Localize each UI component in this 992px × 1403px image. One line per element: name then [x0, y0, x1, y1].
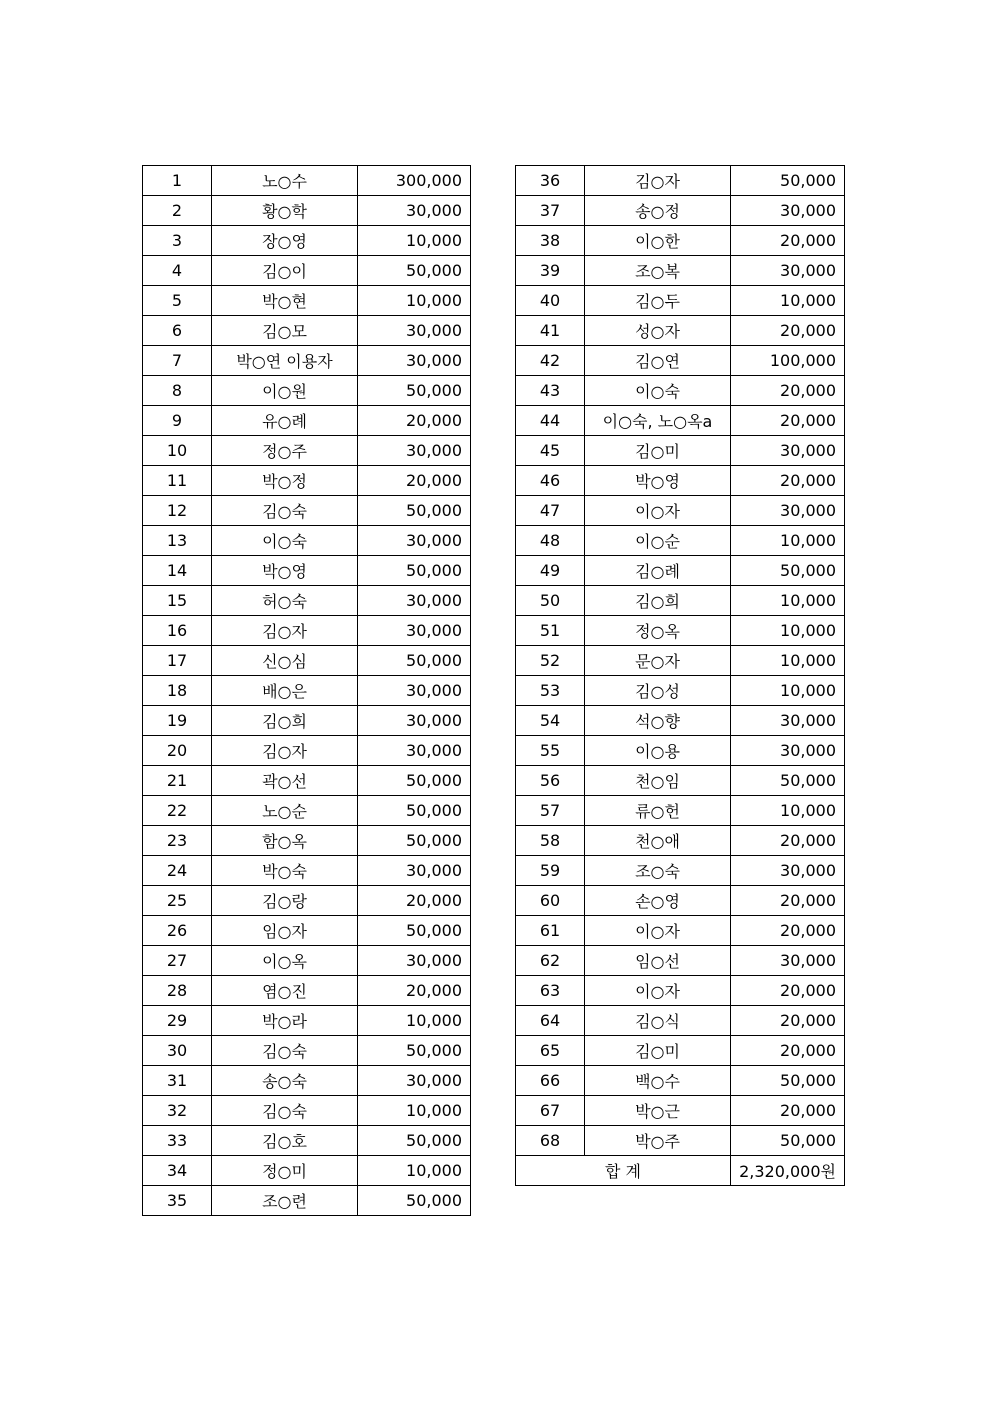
- row-number: 45: [516, 436, 585, 466]
- row-number: 27: [143, 946, 212, 976]
- row-number: 26: [143, 916, 212, 946]
- table-row: [516, 466, 845, 496]
- row-number: 19: [143, 706, 212, 736]
- donation-table-right: [515, 165, 845, 1186]
- donor-name: 김○자: [212, 736, 358, 766]
- table-row: [516, 646, 845, 676]
- donor-name: 김○례: [585, 556, 731, 586]
- donor-name: 박○근: [585, 1096, 731, 1126]
- row-number: 25: [143, 886, 212, 916]
- table-row: [143, 406, 471, 436]
- donation-amount: 10,000: [731, 646, 845, 676]
- row-number: 5: [143, 286, 212, 316]
- donation-amount: 10,000: [731, 676, 845, 706]
- donation-amount: 10,000: [731, 286, 845, 316]
- row-number: 36: [516, 166, 585, 196]
- donor-name: 장○영: [212, 226, 358, 256]
- donor-name: 염○진: [212, 976, 358, 1006]
- table-row: [516, 286, 845, 316]
- donor-name: 이○숙: [212, 526, 358, 556]
- donor-name: 김○두: [585, 286, 731, 316]
- row-number: 65: [516, 1036, 585, 1066]
- row-number: 55: [516, 736, 585, 766]
- donor-name: 김○자: [585, 166, 731, 196]
- row-number: 2: [143, 196, 212, 226]
- table-row: [143, 316, 471, 346]
- donation-amount: 20,000: [731, 826, 845, 856]
- row-number: 32: [143, 1096, 212, 1126]
- donor-name: 김○희: [212, 706, 358, 736]
- donor-name: 정○주: [212, 436, 358, 466]
- table-row: [516, 376, 845, 406]
- table-row: [143, 226, 471, 256]
- donation-amount: 30,000: [358, 526, 471, 556]
- donor-name: 이○숙, 노○옥a: [585, 406, 731, 436]
- table-row: [516, 766, 845, 796]
- row-number: 57: [516, 796, 585, 826]
- row-number: 4: [143, 256, 212, 286]
- donor-name: 김○이: [212, 256, 358, 286]
- row-number: 18: [143, 676, 212, 706]
- donation-amount: 10,000: [731, 796, 845, 826]
- donor-name: 박○숙: [212, 856, 358, 886]
- donation-amount: 20,000: [358, 886, 471, 916]
- table-row: [143, 166, 471, 196]
- row-number: 29: [143, 1006, 212, 1036]
- donation-amount: 20,000: [731, 886, 845, 916]
- table-row: [516, 166, 845, 196]
- table-row: [516, 826, 845, 856]
- table-row: [516, 796, 845, 826]
- donation-amount: 30,000: [358, 436, 471, 466]
- row-number: 21: [143, 766, 212, 796]
- row-number: 9: [143, 406, 212, 436]
- total-amount: 2,320,000원: [731, 1156, 845, 1186]
- donor-name: 신○심: [212, 646, 358, 676]
- table-row: [516, 316, 845, 346]
- donor-name: 김○미: [585, 1036, 731, 1066]
- donor-name: 백○수: [585, 1066, 731, 1096]
- table-row: [516, 1126, 845, 1156]
- table-row: [516, 676, 845, 706]
- row-number: 33: [143, 1126, 212, 1156]
- donation-amount: 100,000: [731, 346, 845, 376]
- row-number: 51: [516, 616, 585, 646]
- row-number: 31: [143, 1066, 212, 1096]
- donation-amount: 50,000: [358, 256, 471, 286]
- table-row: [516, 946, 845, 976]
- donor-name: 김○성: [585, 676, 731, 706]
- table-row: [143, 286, 471, 316]
- table-row: [143, 466, 471, 496]
- table-row: [143, 346, 471, 376]
- donor-name: 황○학: [212, 196, 358, 226]
- donation-amount: 30,000: [358, 616, 471, 646]
- row-number: 50: [516, 586, 585, 616]
- donor-name: 노○순: [212, 796, 358, 826]
- table-row: [143, 1036, 471, 1066]
- donation-amount: 30,000: [731, 736, 845, 766]
- donation-amount: 20,000: [731, 406, 845, 436]
- row-number: 60: [516, 886, 585, 916]
- donation-amount: 10,000: [358, 286, 471, 316]
- row-number: 47: [516, 496, 585, 526]
- table-row: [143, 1096, 471, 1126]
- row-number: 20: [143, 736, 212, 766]
- table-row: [516, 526, 845, 556]
- row-number: 48: [516, 526, 585, 556]
- donor-name: 조○복: [585, 256, 731, 286]
- donation-amount: 50,000: [358, 1036, 471, 1066]
- donation-amount: 30,000: [358, 946, 471, 976]
- donor-name: 김○숙: [212, 1096, 358, 1126]
- donor-name: 박○정: [212, 466, 358, 496]
- donation-amount: 300,000: [358, 166, 471, 196]
- table-row: [143, 1156, 471, 1186]
- donation-amount: 10,000: [358, 1156, 471, 1186]
- table-row: [143, 736, 471, 766]
- table-row: [143, 376, 471, 406]
- row-number: 1: [143, 166, 212, 196]
- row-number: 35: [143, 1186, 212, 1216]
- donor-name: 이○자: [585, 496, 731, 526]
- donation-amount: 50,000: [731, 556, 845, 586]
- donation-amount: 20,000: [731, 316, 845, 346]
- row-number: 6: [143, 316, 212, 346]
- donation-amount: 30,000: [358, 346, 471, 376]
- table-row: [143, 1006, 471, 1036]
- table-row: [143, 1126, 471, 1156]
- row-number: 34: [143, 1156, 212, 1186]
- donation-amount: 30,000: [358, 736, 471, 766]
- donor-name: 임○선: [585, 946, 731, 976]
- total-label: 합 계: [516, 1156, 731, 1186]
- row-number: 39: [516, 256, 585, 286]
- donor-name: 박○영: [585, 466, 731, 496]
- donor-name: 정○미: [212, 1156, 358, 1186]
- donation-amount: 20,000: [731, 226, 845, 256]
- donation-amount: 30,000: [358, 196, 471, 226]
- row-number: 37: [516, 196, 585, 226]
- table-row: [516, 736, 845, 766]
- donor-name: 임○자: [212, 916, 358, 946]
- table-row: [516, 1036, 845, 1066]
- table-row: [516, 1066, 845, 1096]
- donor-name: 배○은: [212, 676, 358, 706]
- table-row: [516, 616, 845, 646]
- donation-amount: 20,000: [731, 376, 845, 406]
- donation-amount: 50,000: [358, 556, 471, 586]
- row-number: 16: [143, 616, 212, 646]
- donor-name: 박○영: [212, 556, 358, 586]
- donor-name: 이○용: [585, 736, 731, 766]
- donation-amount: 50,000: [731, 166, 845, 196]
- row-number: 14: [143, 556, 212, 586]
- row-number: 10: [143, 436, 212, 466]
- table-row: [516, 886, 845, 916]
- donor-name: 천○임: [585, 766, 731, 796]
- table-row: [516, 496, 845, 526]
- donor-name: 김○희: [585, 586, 731, 616]
- row-number: 59: [516, 856, 585, 886]
- row-number: 8: [143, 376, 212, 406]
- donation-table-left-body: [143, 166, 471, 1216]
- table-row: [143, 946, 471, 976]
- table-row: [143, 766, 471, 796]
- table-row: [516, 856, 845, 886]
- row-number: 49: [516, 556, 585, 586]
- donation-table-right-body: [516, 166, 845, 1156]
- table-row: [143, 646, 471, 676]
- donation-amount: 10,000: [358, 1006, 471, 1036]
- donation-amount: 50,000: [358, 916, 471, 946]
- row-number: 7: [143, 346, 212, 376]
- row-number: 22: [143, 796, 212, 826]
- table-row: [516, 436, 845, 466]
- table-row: [516, 556, 845, 586]
- donor-name: 허○숙: [212, 586, 358, 616]
- donation-amount: 20,000: [731, 1096, 845, 1126]
- table-row: [143, 856, 471, 886]
- table-row: [516, 1096, 845, 1126]
- table-row: [516, 586, 845, 616]
- row-number: 53: [516, 676, 585, 706]
- row-number: 54: [516, 706, 585, 736]
- row-number: 58: [516, 826, 585, 856]
- donation-amount: 30,000: [358, 586, 471, 616]
- table-row: [143, 886, 471, 916]
- row-number: 44: [516, 406, 585, 436]
- donation-amount: 50,000: [358, 1186, 471, 1216]
- donor-name: 김○숙: [212, 1036, 358, 1066]
- row-number: 42: [516, 346, 585, 376]
- donor-name: 김○연: [585, 346, 731, 376]
- donation-amount: 30,000: [358, 676, 471, 706]
- donation-amount: 30,000: [731, 706, 845, 736]
- table-row: [143, 706, 471, 736]
- table-row: [516, 406, 845, 436]
- donor-name: 김○숙: [212, 496, 358, 526]
- donor-name: 송○정: [585, 196, 731, 226]
- table-row: [143, 1186, 471, 1216]
- donor-name: 이○순: [585, 526, 731, 556]
- donation-amount: 50,000: [358, 1126, 471, 1156]
- donation-amount: 50,000: [358, 826, 471, 856]
- donation-amount: 10,000: [358, 1096, 471, 1126]
- row-number: 23: [143, 826, 212, 856]
- row-number: 63: [516, 976, 585, 1006]
- row-number: 12: [143, 496, 212, 526]
- row-number: 41: [516, 316, 585, 346]
- table-row: [516, 256, 845, 286]
- donor-name: 송○숙: [212, 1066, 358, 1096]
- donor-name: 손○영: [585, 886, 731, 916]
- donor-name: 김○모: [212, 316, 358, 346]
- donation-amount: 20,000: [731, 916, 845, 946]
- table-row: [143, 196, 471, 226]
- donation-amount: 30,000: [731, 856, 845, 886]
- donation-amount: 10,000: [731, 586, 845, 616]
- row-number: 43: [516, 376, 585, 406]
- donation-amount: 20,000: [358, 406, 471, 436]
- donation-amount: 10,000: [731, 526, 845, 556]
- donation-amount: 50,000: [358, 766, 471, 796]
- donor-name: 유○례: [212, 406, 358, 436]
- donation-amount: 20,000: [731, 466, 845, 496]
- donor-name: 함○옥: [212, 826, 358, 856]
- donor-name: 김○미: [585, 436, 731, 466]
- donor-name: 곽○선: [212, 766, 358, 796]
- donor-name: 김○자: [212, 616, 358, 646]
- row-number: 28: [143, 976, 212, 1006]
- row-number: 67: [516, 1096, 585, 1126]
- table-row: [516, 916, 845, 946]
- table-row: [143, 256, 471, 286]
- donor-name: 류○헌: [585, 796, 731, 826]
- donation-amount: 50,000: [358, 376, 471, 406]
- donation-amount: 10,000: [358, 226, 471, 256]
- donor-name: 정○옥: [585, 616, 731, 646]
- row-number: 40: [516, 286, 585, 316]
- donation-amount: 20,000: [731, 1006, 845, 1036]
- table-row: [143, 796, 471, 826]
- table-row: [143, 616, 471, 646]
- donor-name: 이○옥: [212, 946, 358, 976]
- row-number: 11: [143, 466, 212, 496]
- row-number: 15: [143, 586, 212, 616]
- donor-name: 이○숙: [585, 376, 731, 406]
- table-row: [143, 1066, 471, 1096]
- table-row: [516, 706, 845, 736]
- donation-amount: 30,000: [731, 256, 845, 286]
- donation-amount: 30,000: [731, 946, 845, 976]
- donation-amount: 20,000: [358, 976, 471, 1006]
- donor-name: 노○수: [212, 166, 358, 196]
- donation-table-left: [142, 165, 471, 1216]
- row-number: 62: [516, 946, 585, 976]
- row-number: 38: [516, 226, 585, 256]
- table-row: [516, 1006, 845, 1036]
- donor-name: 조○련: [212, 1186, 358, 1216]
- donation-amount: 50,000: [358, 796, 471, 826]
- row-number: 46: [516, 466, 585, 496]
- donor-name: 천○애: [585, 826, 731, 856]
- donation-amount: 30,000: [358, 706, 471, 736]
- donor-name: 성○자: [585, 316, 731, 346]
- donation-amount: 20,000: [731, 1036, 845, 1066]
- row-number: 52: [516, 646, 585, 676]
- table-row: [143, 586, 471, 616]
- table-row: [516, 346, 845, 376]
- table-row: [516, 196, 845, 226]
- row-number: 64: [516, 1006, 585, 1036]
- donation-amount: 20,000: [358, 466, 471, 496]
- row-number: 24: [143, 856, 212, 886]
- donor-name: 박○주: [585, 1126, 731, 1156]
- table-row: [143, 436, 471, 466]
- row-number: 30: [143, 1036, 212, 1066]
- donor-name: 김○호: [212, 1126, 358, 1156]
- donor-name: 석○향: [585, 706, 731, 736]
- donation-amount: 30,000: [358, 316, 471, 346]
- table-row: [143, 526, 471, 556]
- row-number: 17: [143, 646, 212, 676]
- donation-amount: 20,000: [731, 976, 845, 1006]
- table-row: [143, 496, 471, 526]
- row-number: 66: [516, 1066, 585, 1096]
- table-row: [143, 676, 471, 706]
- row-number: 61: [516, 916, 585, 946]
- table-row: [143, 916, 471, 946]
- donation-amount: 30,000: [731, 436, 845, 466]
- row-number: 3: [143, 226, 212, 256]
- donation-amount: 50,000: [358, 646, 471, 676]
- donor-name: 박○현: [212, 286, 358, 316]
- donor-name: 박○라: [212, 1006, 358, 1036]
- row-number: 13: [143, 526, 212, 556]
- donation-amount: 30,000: [358, 1066, 471, 1096]
- donation-amount: 50,000: [358, 496, 471, 526]
- donation-amount: 10,000: [731, 616, 845, 646]
- donor-name: 이○원: [212, 376, 358, 406]
- table-row: [516, 976, 845, 1006]
- donation-amount: 30,000: [358, 856, 471, 886]
- donor-name: 박○연 이용자: [212, 346, 358, 376]
- table-row: [143, 826, 471, 856]
- donation-amount: 30,000: [731, 496, 845, 526]
- donation-amount: 30,000: [731, 196, 845, 226]
- donation-amount: 50,000: [731, 766, 845, 796]
- table-row: [516, 226, 845, 256]
- donor-name: 김○랑: [212, 886, 358, 916]
- donor-name: 문○자: [585, 646, 731, 676]
- total-row: [516, 1156, 845, 1186]
- donor-name: 김○식: [585, 1006, 731, 1036]
- row-number: 68: [516, 1126, 585, 1156]
- donor-name: 이○자: [585, 916, 731, 946]
- donor-name: 이○한: [585, 226, 731, 256]
- donor-name: 이○자: [585, 976, 731, 1006]
- table-row: [143, 556, 471, 586]
- donation-amount: 50,000: [731, 1126, 845, 1156]
- donor-name: 조○숙: [585, 856, 731, 886]
- donation-amount: 50,000: [731, 1066, 845, 1096]
- table-row: [143, 976, 471, 1006]
- row-number: 56: [516, 766, 585, 796]
